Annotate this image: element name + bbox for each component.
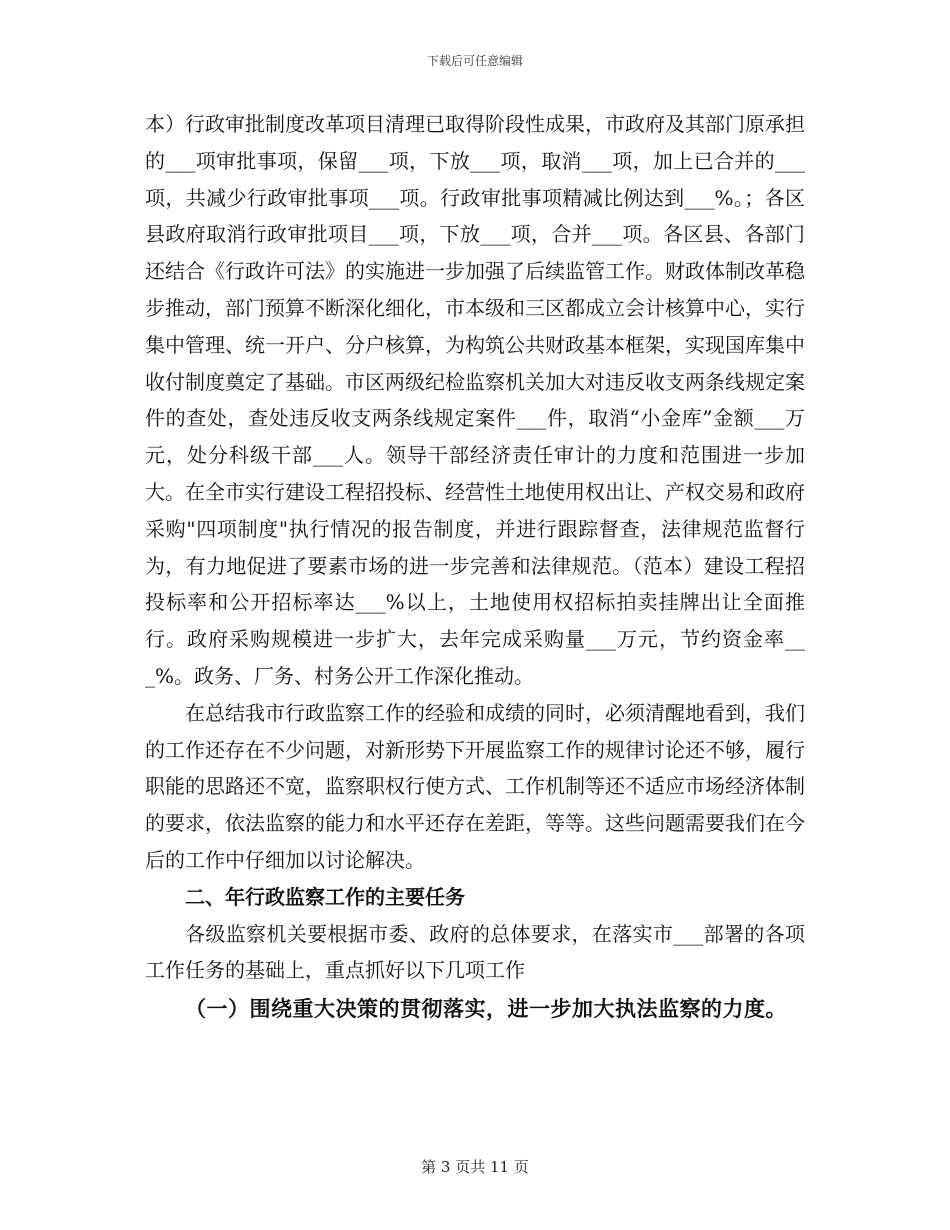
page-header: 下载后可任意编辑: [426, 54, 523, 68]
paragraph-1: 本）行政审批制度改革项目清理已取得阶段性成果，市政府及其部门原承担的___项审批事项，保留___项，下放___项，取消___项，加上已合并的___项，共减少行政审批事项___项。行政审批事项精减比例达到___%。；各区县政府取消行政审批项目___项，下放___项，合并___项。各区县、各部门还结合《行政许可法》的实施进一步加强了后续监管工作。财政体制改革稳步推动，部门预算不断深化细化，市本级和三区都成立会计核算中心，实行集中管理、统一开户、分户核算，为构筑公共财政基本框架，实现国库集中收付制度奠定了基础。市区两级纪检监察机关加大对违反收支两条线规定案件的查处，查处违反收支两条线规定案件___件，取消“小金库”金额___万元，处分科级干部___人。领导干部经济责任审计的力度和范围进一步加大。在全市实行建设工程招投标、经营性土地使用权出让、产权交易和政府采购"四项制度"执行情况的报告制度，并进行跟踪督查，法律规范监督行为，有力地促进了要素市场的进一步完善和法律规范。（范本）建设工程招投标率和公开招标率达___%以上，土地使用权招标拍卖挂牌出让全面推行。政府采购规模进一步扩大，去年完成采购量___万元，节约资金率___%。政务、厂务、村务公开工作深化推动。: [145, 112, 805, 688]
page-footer: 第 3 页共 11 页: [421, 1158, 529, 1176]
paragraph-3: 各级监察机关要根据市委、政府的总体要求，在落实市___部署的各项工作任务的基础上，重点抓好以下几项工作: [145, 921, 805, 983]
section-heading: 二、年行政监察工作的主要任务: [185, 884, 465, 909]
document-body: [145, 106, 805, 1029]
paragraph-2: 在总结我市行政监察工作的经验和成绩的同时，必须清醒地看到，我们的工作还存在不少问题，对新形势下开展监察工作的规律讨论还不够，履行职能的思路还不宽，监察职权行使方式、工作机制等还不适应市场经济体制的要求，依法监察的能力和水平还存在差距，等等。这些问题需要我们在今后的工作中仔细加以讨论解决。: [145, 700, 805, 872]
sub-heading: （一）围绕重大决策的贯彻落实，进一步加大执法监察的力度。: [185, 996, 787, 1022]
